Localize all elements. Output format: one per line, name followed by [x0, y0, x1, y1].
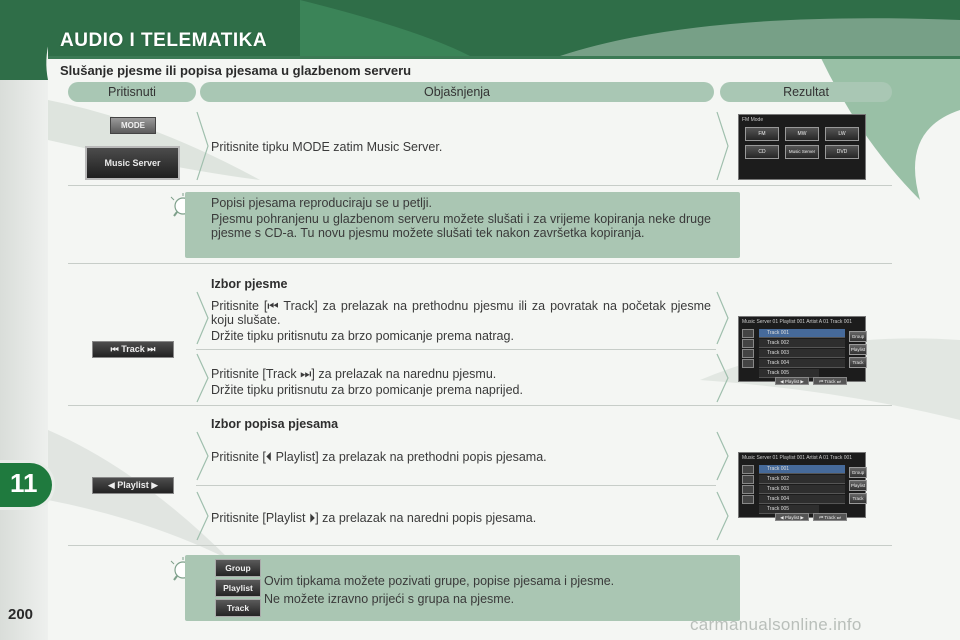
chevron-right-icon	[196, 290, 210, 346]
row-divider	[68, 263, 892, 264]
button-stack	[215, 559, 261, 617]
screen-track-row: Track 003	[759, 485, 845, 494]
screen-header: Music Server 01 Playlist 001 Artist A 01 Track 001	[742, 455, 853, 461]
screen-side-button	[742, 475, 754, 484]
column-head-result: Rezultat	[720, 82, 892, 102]
screen-side-button	[742, 485, 754, 494]
screen-group-button: Group	[849, 331, 867, 342]
screen-side-button	[742, 329, 754, 338]
screen-track-row: Track 002	[759, 475, 845, 484]
chevron-right-icon	[716, 110, 730, 182]
screen-group-button: Group	[849, 467, 867, 478]
playlist-next-text	[211, 511, 536, 525]
screen-track-row: Track 004	[759, 495, 845, 504]
screen-track-row: Track 004	[759, 359, 845, 368]
mode-button[interactable]: MODE	[110, 117, 156, 134]
row1-text: Pritisnite tipku MODE zatim Music Server.	[211, 140, 443, 154]
track-list-button[interactable]: Track	[215, 599, 261, 617]
track-next-hold: Držite tipku pritisnutu za brzo pomicanje prema naprijed.	[211, 383, 523, 397]
playlist-heading: Izbor popisa pjesama	[211, 417, 339, 431]
screen-playlist-nav: ◀ Playlist ▶	[775, 377, 809, 385]
playlist-button[interactable]: ◀ Playlist ▶	[92, 477, 174, 494]
section-title: Slušanje pjesme ili popisa pjesama u glazbenom serveru	[60, 63, 412, 78]
track-next-prefix: Pritisnite [Track	[211, 367, 301, 381]
note-box	[185, 555, 740, 621]
track-button[interactable]: ⏮ Track ⏭	[92, 341, 174, 358]
screen-button-mw: MW	[785, 127, 819, 141]
chevron-right-icon	[716, 430, 730, 482]
screen-button-music-server: Music Server	[785, 145, 819, 159]
note1-line2: Pjesmu pohranjenu u glazbenom serveru možete slušati i za vrijeme kopiranja neke druge pjesme s CD-a. Tu novu pjesmu možete slušati tek nakon završetka kopiranja.	[211, 212, 711, 240]
screen-track-button: Track	[849, 357, 867, 368]
screen-button-cd: CD	[745, 145, 779, 159]
screen-side-button	[742, 339, 754, 348]
chevron-right-icon	[716, 352, 730, 404]
screen-button-lw: LW	[825, 127, 859, 141]
playlist-next-suffix: ] za prelazak na naredni popis pjesama.	[315, 511, 537, 525]
playlist-prev-suffix: Playlist] za prelazak na prethodni popis pjesama.	[272, 450, 547, 464]
track-next-text	[211, 367, 496, 381]
playlist-prev-prefix: Pritisnite [	[211, 450, 266, 464]
screen-playlist-nav: ◀ Playlist ▶	[775, 513, 809, 521]
screen-track-row: Track 002	[759, 339, 845, 348]
screen-playlist-button: Playlist	[849, 344, 867, 355]
track-heading: Izbor pjesme	[211, 277, 288, 291]
track-prev-prefix: Pritisnite [	[211, 299, 268, 313]
screen-track-row: Track 003	[759, 349, 845, 358]
playlist-list-button[interactable]: Playlist	[215, 579, 261, 597]
page-number: 200	[8, 606, 34, 623]
playlist-screen	[738, 452, 866, 518]
screen-track-nav: ⏮ Track ⏭	[813, 377, 847, 385]
screen-track-row: Track 005	[759, 505, 819, 514]
chevron-right-icon	[716, 490, 730, 542]
chapter-number: 11	[10, 468, 38, 498]
triangle-right-icon: ⏵	[308, 511, 316, 525]
column-head-explain: Objašnjenja	[200, 82, 714, 102]
screen-header: Music Server 01 Playlist 001 Artist A 01 Track 001	[742, 319, 853, 325]
screen-playlist-button: Playlist	[849, 480, 867, 491]
note2-line1: Ovim tipkama možete pozivati grupe, popise pjesama i pjesme.	[264, 574, 615, 588]
note1-line1: Popisi pjesama reproduciraju se u petlji.	[211, 196, 432, 210]
playlist-prev-text	[211, 450, 547, 464]
row-divider	[68, 545, 892, 546]
screen-track-row: Track 005	[759, 369, 819, 378]
triangle-left-icon: ⏴	[265, 450, 273, 464]
screen-track-row: Track 001	[759, 329, 845, 338]
header-rule	[48, 56, 960, 59]
skip-forward-icon: ⏭	[300, 367, 312, 381]
watermark: carmanualsonline.info	[690, 615, 862, 634]
row-divider	[196, 349, 716, 350]
track-prev-hold: Držite tipku pritisnutu za brzo pomicanje prema natrag.	[211, 329, 514, 343]
screen-button-fm: FM	[745, 127, 779, 141]
left-margin-strip	[0, 80, 48, 640]
chevron-right-icon	[196, 110, 210, 182]
screen-track-row: Track 001	[759, 465, 845, 474]
mode-screen	[738, 114, 866, 180]
chevron-right-icon	[196, 490, 210, 542]
row-divider	[196, 485, 716, 486]
screen-side-button	[742, 465, 754, 474]
skip-back-icon: ⏮	[267, 299, 279, 313]
screen-side-button	[742, 359, 754, 368]
track-prev-text	[211, 299, 711, 327]
chevron-right-icon	[716, 290, 730, 346]
page-title: AUDIO I TELEMATIKA	[60, 30, 268, 51]
music-server-button[interactable]: Music Server	[85, 146, 180, 180]
screen-track-button: Track	[849, 493, 867, 504]
playlist-next-prefix: Pritisnite [Playlist	[211, 511, 309, 525]
row-divider	[68, 185, 892, 186]
screen-header: FM Mode	[742, 117, 764, 123]
track-next-suffix: ] za prelazak na narednu pjesmu.	[311, 367, 497, 381]
screen-track-nav: ⏮ Track ⏭	[813, 513, 847, 521]
screen-side-button	[742, 349, 754, 358]
track-screen	[738, 316, 866, 382]
screen-side-button	[742, 495, 754, 504]
group-button[interactable]: Group	[215, 559, 261, 577]
row-divider	[68, 405, 892, 406]
column-head-press: Pritisnuti	[68, 82, 196, 102]
note2-line2: Ne možete izravno prijeći s grupa na pjesme.	[264, 592, 515, 606]
screen-button-dvd: DVD	[825, 145, 859, 159]
track-prev-suffix: Track] za prelazak na prethodnu pjesmu ili za povratak na početak pjesme koju slušate.	[211, 299, 711, 327]
chevron-right-icon	[196, 430, 210, 482]
chevron-right-icon	[196, 352, 210, 404]
